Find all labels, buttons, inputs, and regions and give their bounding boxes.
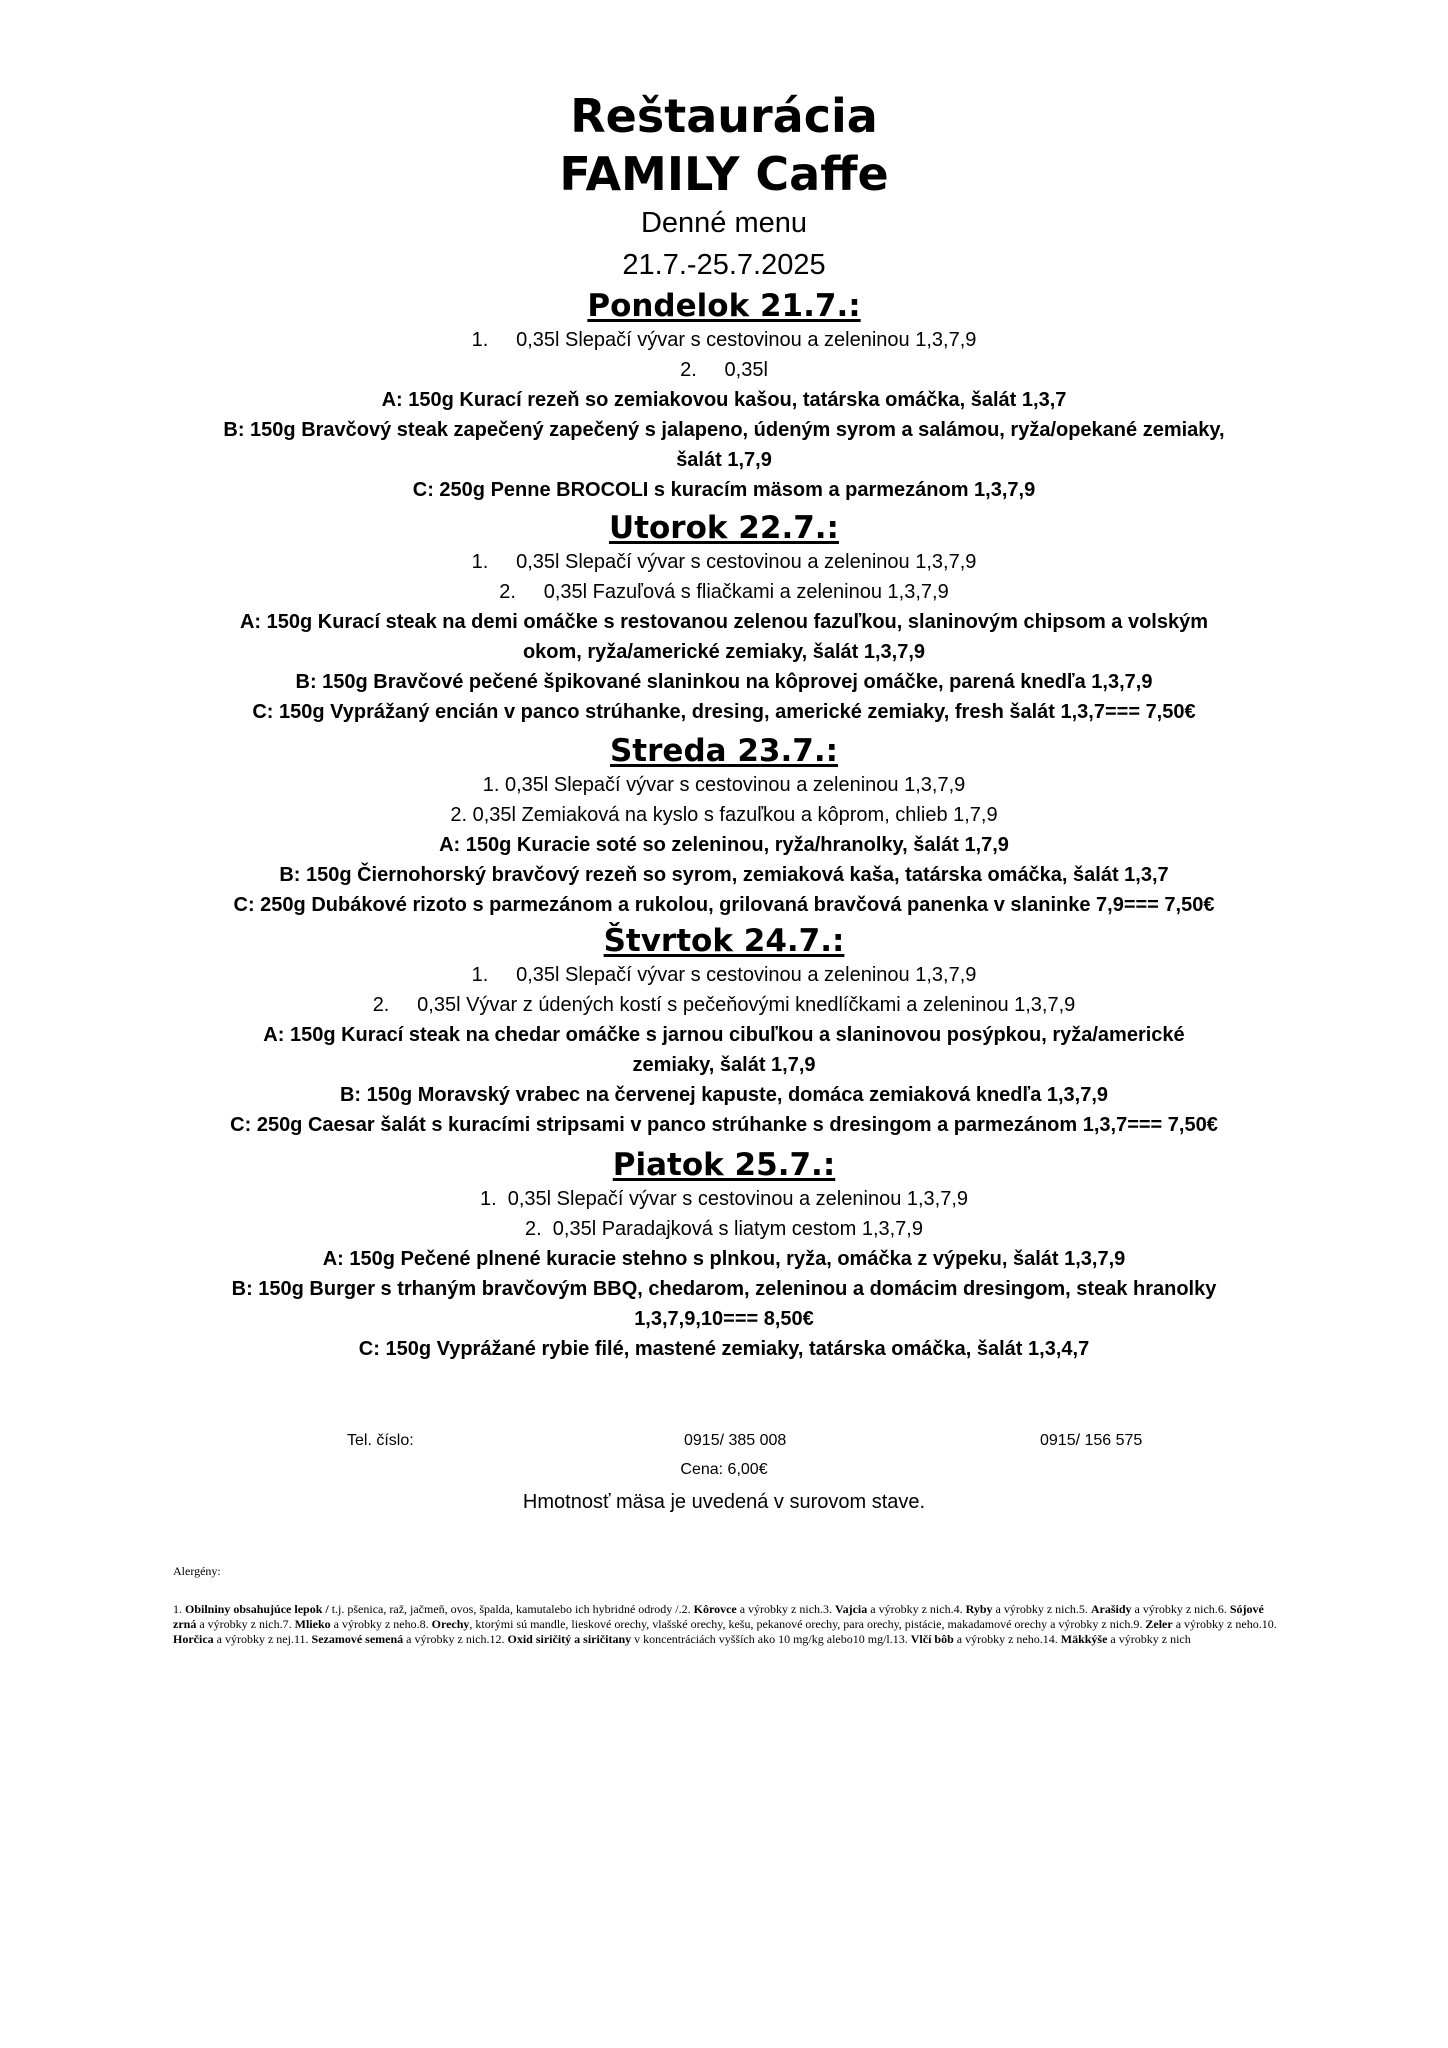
allergen-number: 4. bbox=[953, 1602, 966, 1616]
menu-dish-line: C: 150g Vyprážané rybie filé, mastené zemiaky, tatárska omáčka, šalát 1,3,4,7 bbox=[358, 1338, 1090, 1360]
allergen-description: , ktorými sú mandle, lieskové orechy, vlašské orechy, kešu, pekanové orechy, para orechy, pistácie, makadamové orechy a výrobky z nich. bbox=[469, 1617, 1134, 1631]
day-heading: Štvrtok 24.7.: bbox=[603, 923, 845, 959]
menu-dish-line: A: 150g Pečené plnené kuracie stehno s plnkou, ryža, omáčka z výpeku, šalát 1,3,7,9 bbox=[322, 1248, 1126, 1270]
menu-dish-line: C: 250g Dubákové rizoto s parmezánom a rukolou, grilovaná bravčová panenka v slaninke 7,9=== 7,50€ bbox=[233, 894, 1215, 916]
menu-dish-line: B: 150g Moravský vrabec na červenej kapuste, domáca zemiaková knedľa 1,3,7,9 bbox=[339, 1084, 1109, 1106]
phone-label: Tel. číslo: bbox=[347, 1432, 414, 1449]
menu-dish-line: B: 150g Bravčový steak zapečený zapečený s jalapeno, údeným syrom a salámou, ryža/opekané zemiaky, bbox=[223, 419, 1225, 441]
menu-soup-line: 1. 0,35l Slepačí vývar s cestovinou a zeleninou 1,3,7,9 bbox=[482, 774, 966, 796]
allergen-description: a výrobky z nich. bbox=[1131, 1602, 1218, 1616]
menu-soup-line: 1. 0,35l Slepačí vývar s cestovinou a zeleninou 1,3,7,9 bbox=[471, 551, 977, 573]
allergen-description: a výrobky z nich. bbox=[196, 1617, 283, 1631]
menu-dish-line: šalát 1,7,9 bbox=[676, 449, 772, 471]
allergen-name: Mlieko bbox=[294, 1617, 331, 1631]
allergen-name: Mäkkýše bbox=[1060, 1632, 1108, 1646]
day-heading: Piatok 25.7.: bbox=[612, 1147, 836, 1183]
allergen-number: 7. bbox=[282, 1617, 295, 1631]
menu-dish-line: A: 150g Kurací rezeň so zemiakovou kašou, tatárska omáčka, šalát 1,3,7 bbox=[381, 389, 1067, 411]
allergen-number: 12. bbox=[489, 1632, 508, 1646]
menu-soup-line: 1. 0,35l Slepačí vývar s cestovinou a zeleninou 1,3,7,9 bbox=[471, 329, 977, 351]
allergen-name: Vajcia bbox=[835, 1602, 868, 1616]
allergen-description: a výrobky z nich. bbox=[403, 1632, 490, 1646]
allergen-description: a výrobky z nej. bbox=[213, 1632, 294, 1646]
day-heading: Streda 23.7.: bbox=[609, 733, 839, 769]
allergens-label: Alergény: bbox=[173, 1564, 221, 1578]
allergen-name: Obilniny obsahujúce lepok / bbox=[185, 1602, 332, 1616]
menu-dish-line: A: 150g Kurací steak na chedar omáčke s jarnou cibuľkou a slaninovou posýpkou, ryža/americké bbox=[263, 1024, 1185, 1046]
menu-soup-line: 2. 0,35l Zemiaková na kyslo s fazuľkou a kôprom, chlieb 1,7,9 bbox=[450, 804, 998, 826]
allergen-description: a výrobky z nich. bbox=[867, 1602, 954, 1616]
menu-dish-line: C: 250g Penne BROCOLI s kuracím mäsom a parmezánom 1,3,7,9 bbox=[412, 479, 1036, 501]
allergen-number: 6. bbox=[1217, 1602, 1230, 1616]
allergen-name: Sójové zrná bbox=[173, 1602, 1264, 1631]
restaurant-name-line1: Reštaurácia bbox=[570, 89, 878, 143]
menu-dish-line: B: 150g Bravčové pečené špikované slaninkou na kôprovej omáčke, parená knedľa 1,3,7,9 bbox=[295, 671, 1153, 693]
menu-dish-line: zemiaky, šalát 1,7,9 bbox=[632, 1054, 816, 1076]
allergen-name: Orechy bbox=[431, 1617, 470, 1631]
menu-dish-line: B: 150g Čiernohorský bravčový rezeň so syrom, zemiaková kaša, tatárska omáčka, šalát 1,3,7 bbox=[279, 864, 1169, 886]
menu-soup-line: 1. 0,35l Slepačí vývar s cestovinou a zeleninou 1,3,7,9 bbox=[471, 964, 977, 986]
day-heading: Pondelok 21.7.: bbox=[587, 288, 861, 324]
menu-soup-line: 2. 0,35l bbox=[680, 359, 768, 381]
allergen-number: 1. bbox=[173, 1602, 185, 1616]
menu-dish-line: B: 150g Burger s trhaným bravčovým BBQ, chedarom, zeleninou a domácim dresingom, steak hranolky bbox=[231, 1278, 1217, 1300]
allergen-number: 9. bbox=[1133, 1617, 1146, 1631]
day-heading: Utorok 22.7.: bbox=[609, 510, 839, 546]
allergen-number: 3. bbox=[823, 1602, 836, 1616]
menu-dish-line: okom, ryža/americké zemiaky, šalát 1,3,7,9 bbox=[522, 641, 926, 663]
restaurant-name-line2: FAMILY Caffe bbox=[559, 147, 889, 201]
meat-weight-note: Hmotnosť mäsa je uvedená v surovom stave. bbox=[522, 1491, 926, 1513]
menu-soup-line: 2. 0,35l Paradajková s liatym cestom 1,3,7,9 bbox=[525, 1218, 923, 1240]
menu-soup-line: 2. 0,35l Vývar z údených kostí s pečeňovými knedlíčkami a zeleninou 1,3,7,9 bbox=[372, 994, 1076, 1016]
phone-number-2: 0915/ 156 575 bbox=[1040, 1432, 1143, 1449]
allergen-name: Oxid siričitý a siričitany bbox=[507, 1632, 632, 1646]
allergen-number: 11. bbox=[293, 1632, 312, 1646]
menu-dish-line: A: 150g Kuracie soté so zeleninou, ryža/hranolky, šalát 1,7,9 bbox=[439, 834, 1009, 856]
menu-dish-line: C: 150g Vyprážaný encián v panco strúhanke, dresing, americké zemiaky, fresh šalát 1,3,7=== 7,50€ bbox=[252, 701, 1196, 723]
allergen-description: a výrobky z neho. bbox=[330, 1617, 420, 1631]
menu-date-range: 21.7.-25.7.2025 bbox=[622, 249, 826, 281]
allergen-name: Kôrovce bbox=[693, 1602, 737, 1616]
menu-soup-line: 2. 0,35l Fazuľová s fliačkami a zeleninou 1,3,7,9 bbox=[499, 581, 949, 603]
menu-subtitle: Denné menu bbox=[640, 207, 808, 239]
price-label: Cena: 6,00€ bbox=[680, 1461, 768, 1478]
allergen-name: Arašidy bbox=[1090, 1602, 1132, 1616]
allergen-description: v koncentráciách vyšších ako 10 mg/kg alebo10 mg/l. bbox=[631, 1632, 893, 1646]
allergen-name: Ryby bbox=[965, 1602, 993, 1616]
allergen-number: 8. bbox=[419, 1617, 432, 1631]
menu-soup-line: 1. 0,35l Slepačí vývar s cestovinou a zeleninou 1,3,7,9 bbox=[479, 1188, 969, 1210]
allergen-description: t.j. pšenica, raž, jačmeň, ovos, špalda, kamutalebo ich hybridné odrody /. bbox=[331, 1602, 682, 1616]
allergen-name: Horčica bbox=[173, 1632, 214, 1646]
allergen-number: 14. bbox=[1042, 1632, 1061, 1646]
allergen-description: a výrobky z nich. bbox=[992, 1602, 1079, 1616]
allergens-list bbox=[173, 1602, 1288, 1647]
menu-dish-line: 1,3,7,9,10=== 8,50€ bbox=[634, 1308, 814, 1330]
allergen-name: Sezamové semená bbox=[311, 1632, 404, 1646]
allergen-name: Vlčí bôb bbox=[910, 1632, 954, 1646]
allergen-number: 2. bbox=[681, 1602, 694, 1616]
allergen-description: a výrobky z neho. bbox=[1172, 1617, 1262, 1631]
allergen-number: 13. bbox=[892, 1632, 911, 1646]
allergen-description: a výrobky z neho. bbox=[953, 1632, 1043, 1646]
allergen-description: a výrobky z nich. bbox=[736, 1602, 824, 1616]
allergen-number: 10. bbox=[1261, 1617, 1277, 1631]
phone-number-1: 0915/ 385 008 bbox=[684, 1432, 787, 1449]
allergen-name: Zeler bbox=[1145, 1617, 1173, 1631]
menu-dish-line: A: 150g Kurací steak na demi omáčke s restovanou zelenou fazuľkou, slaninovým chipsom a volským bbox=[239, 611, 1209, 633]
allergen-description: a výrobky z nich bbox=[1107, 1632, 1191, 1646]
allergen-number: 5. bbox=[1078, 1602, 1091, 1616]
menu-dish-line: C: 250g Caesar šalát s kuracími stripsami v panco strúhanke s dresingom a parmezánom 1,3,7=== 7,50€ bbox=[230, 1114, 1218, 1136]
